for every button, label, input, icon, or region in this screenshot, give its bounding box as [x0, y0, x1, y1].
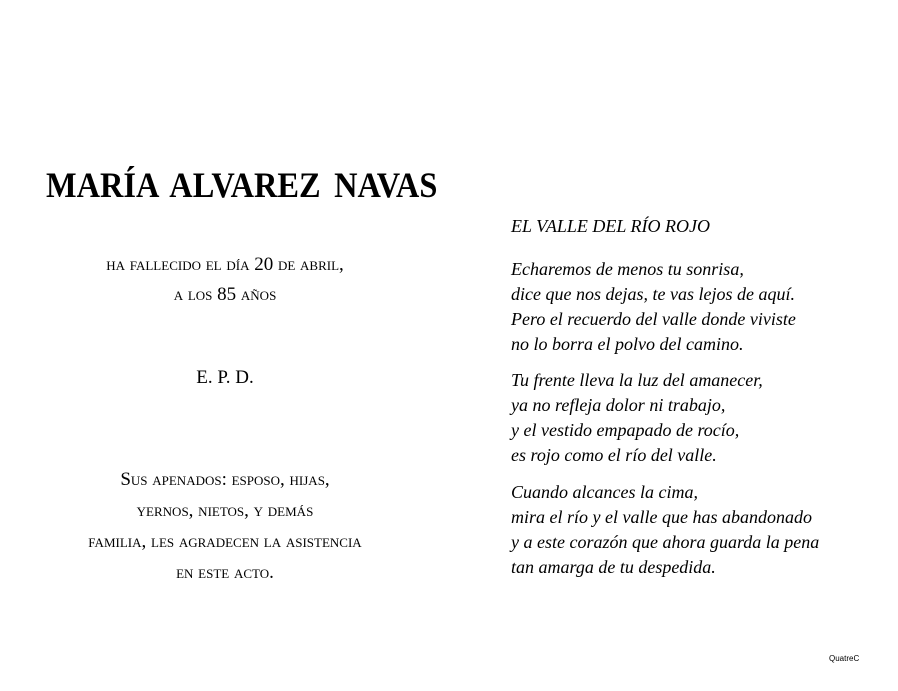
- poem-verse: ya no refleja dolor ni trabajo,: [511, 395, 726, 415]
- poem-verse: Cuando alcances la cima,: [511, 482, 698, 502]
- epd-text: E. P. D.: [196, 367, 254, 388]
- death-notice: [0, 250, 450, 310]
- family-message: [0, 464, 450, 588]
- poem-column: [511, 0, 881, 691]
- poem-verse: es rojo como el río del valle.: [511, 445, 717, 465]
- notice-line: a los 85 años: [173, 284, 277, 305]
- deceased-name: MARÍA ALVAREZ NAVAS: [46, 165, 438, 205]
- poem-verse: Pero el recuerdo del valle donde viviste: [511, 309, 796, 329]
- notice-line: ha fallecido el día 20 de abril,: [106, 254, 344, 275]
- poem-verse: y a este corazón que ahora guarda la pena: [511, 532, 820, 552]
- family-line: yernos, nietos, y demás: [136, 500, 314, 521]
- poem-stanza: [511, 480, 819, 580]
- poem-verse: dice que nos dejas, te vas lejos de aquí.: [511, 284, 795, 304]
- poem-verse: tan amarga de tu despedida.: [511, 557, 716, 577]
- family-line: Sus apenados: esposo, hijas,: [120, 469, 330, 490]
- poem-verse: no lo borra el polvo del camino.: [511, 334, 744, 354]
- brand-mark: QuatreC: [829, 654, 860, 663]
- family-line: familia, les agradecen la asistencia: [88, 531, 362, 552]
- poem-stanza: [511, 257, 796, 357]
- poem-verse: y el vestido empapado de rocío,: [511, 420, 740, 440]
- family-line: en este acto.: [176, 562, 274, 583]
- poem-title: EL VALLE DEL RÍO ROJO: [511, 216, 711, 236]
- poem-verse: Tu frente lleva la luz del amanecer,: [511, 370, 763, 390]
- poem-stanza: [511, 368, 763, 468]
- poem-verse: mira el río y el valle que has abandonado: [511, 507, 812, 527]
- poem-verse: Echaremos de menos tu sonrisa,: [511, 259, 744, 279]
